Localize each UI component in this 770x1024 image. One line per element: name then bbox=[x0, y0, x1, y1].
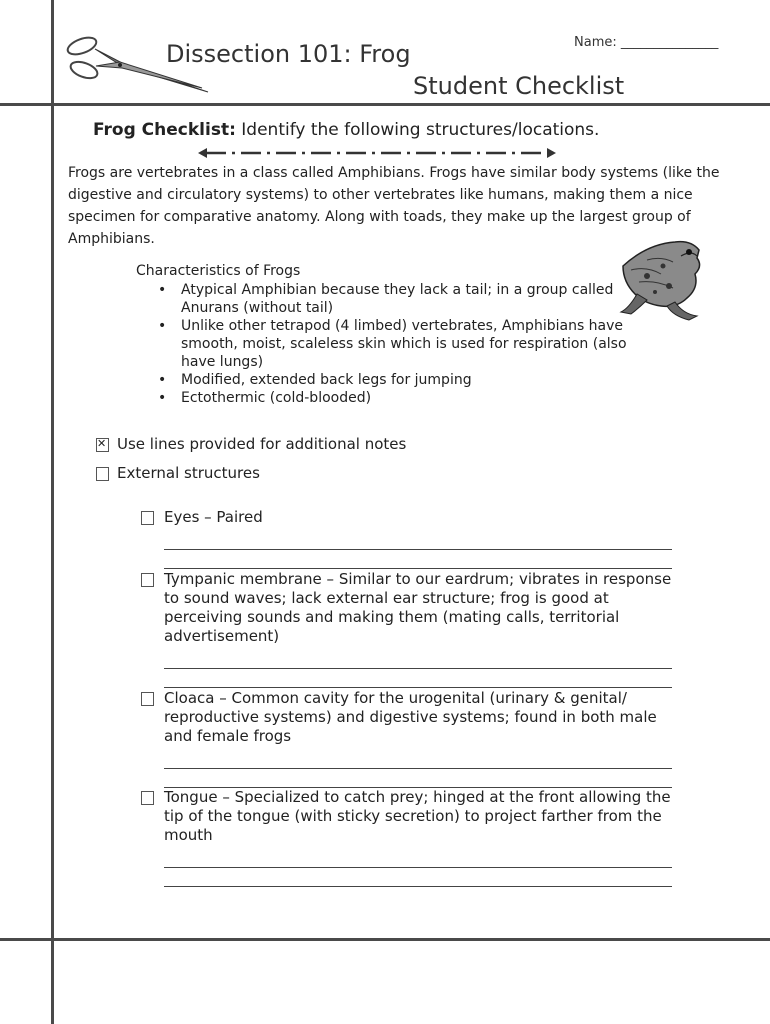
checklist-item-notes[interactable] bbox=[96, 435, 406, 453]
note-line[interactable] bbox=[164, 867, 672, 868]
page-title: Dissection 101: Frog bbox=[166, 40, 411, 68]
checkbox-icon[interactable] bbox=[141, 511, 154, 525]
bullet: • bbox=[158, 318, 167, 334]
checklist-item-external[interactable] bbox=[96, 464, 260, 482]
checklist-heading bbox=[93, 120, 599, 140]
frog-illustration bbox=[617, 236, 709, 322]
note-line[interactable] bbox=[164, 687, 672, 688]
structure-text: Eyes – Paired bbox=[164, 508, 263, 526]
list-item bbox=[158, 389, 638, 407]
page-subtitle: Student Checklist bbox=[413, 72, 625, 100]
list-item-text: Atypical Amphibian because they lack a tail; in a group called Anurans (without tail) bbox=[181, 282, 614, 316]
note-line[interactable] bbox=[164, 549, 672, 550]
checked-checkbox-icon[interactable] bbox=[96, 438, 109, 452]
checklist-heading-bold: Frog Checklist: bbox=[93, 120, 236, 140]
margin-vertical-line bbox=[51, 0, 54, 1024]
note-line[interactable] bbox=[164, 668, 672, 669]
bullet: • bbox=[158, 282, 167, 298]
list-item bbox=[158, 371, 638, 389]
characteristics-list bbox=[158, 281, 638, 407]
arrow-divider bbox=[198, 146, 558, 160]
checkbox-icon[interactable] bbox=[96, 467, 109, 481]
structure-text: Tympanic membrane – Similar to our eardrum; vibrates in response to sound waves; lack external ear structure; frog is good at perceiving sounds and making them (mating calls, territorial advertisement) bbox=[164, 570, 672, 645]
bullet: • bbox=[158, 372, 167, 388]
checkbox-icon[interactable] bbox=[141, 573, 154, 587]
structure-text: Cloaca – Common cavity for the urogenital (urinary & genital/ reproductive systems) and digestive systems; found in both male and female frogs bbox=[164, 689, 657, 745]
note-line[interactable] bbox=[164, 886, 672, 887]
checklist-item-label: Use lines provided for additional notes bbox=[117, 435, 407, 453]
checkbox-icon[interactable] bbox=[141, 692, 154, 706]
header-divider-line bbox=[0, 103, 770, 106]
name-field[interactable]: Name: _______________ bbox=[574, 35, 719, 50]
list-item-text: Ectothermic (cold-blooded) bbox=[181, 390, 372, 406]
bullet: • bbox=[158, 390, 167, 406]
checklist-item-label: External structures bbox=[117, 464, 260, 482]
structure-item-tongue bbox=[141, 788, 676, 887]
structure-item-eyes bbox=[141, 508, 676, 569]
footer-divider-line bbox=[0, 938, 770, 941]
list-item-text: Unlike other tetrapod (4 limbed) vertebrates, Amphibians have smooth, moist, scaleless skin which is used for respiration (also have lungs) bbox=[181, 318, 627, 370]
intro-paragraph: Frogs are vertebrates in a class called Amphibians. Frogs have similar body systems (like the digestive and circulatory systems) to other vertebrates like humans, making them a nice specimen for comparative anatomy. Along with toads, they make up the largest group of Amphibians. bbox=[68, 165, 720, 247]
list-item bbox=[158, 317, 638, 371]
checkbox-icon[interactable] bbox=[141, 791, 154, 805]
structure-text: Tongue – Specialized to catch prey; hinged at the front allowing the tip of the tongue (with sticky secretion) to project farther from the mouth bbox=[164, 788, 671, 844]
list-item bbox=[158, 281, 638, 317]
structure-item-cloaca bbox=[141, 689, 676, 788]
note-line[interactable] bbox=[164, 568, 672, 569]
note-line[interactable] bbox=[164, 768, 672, 769]
checklist-heading-rest: Identify the following structures/locations. bbox=[235, 120, 600, 140]
structure-item-tympanic bbox=[141, 570, 676, 688]
characteristics-title: Characteristics of Frogs bbox=[136, 263, 301, 279]
list-item-text: Modified, extended back legs for jumping bbox=[181, 372, 472, 388]
